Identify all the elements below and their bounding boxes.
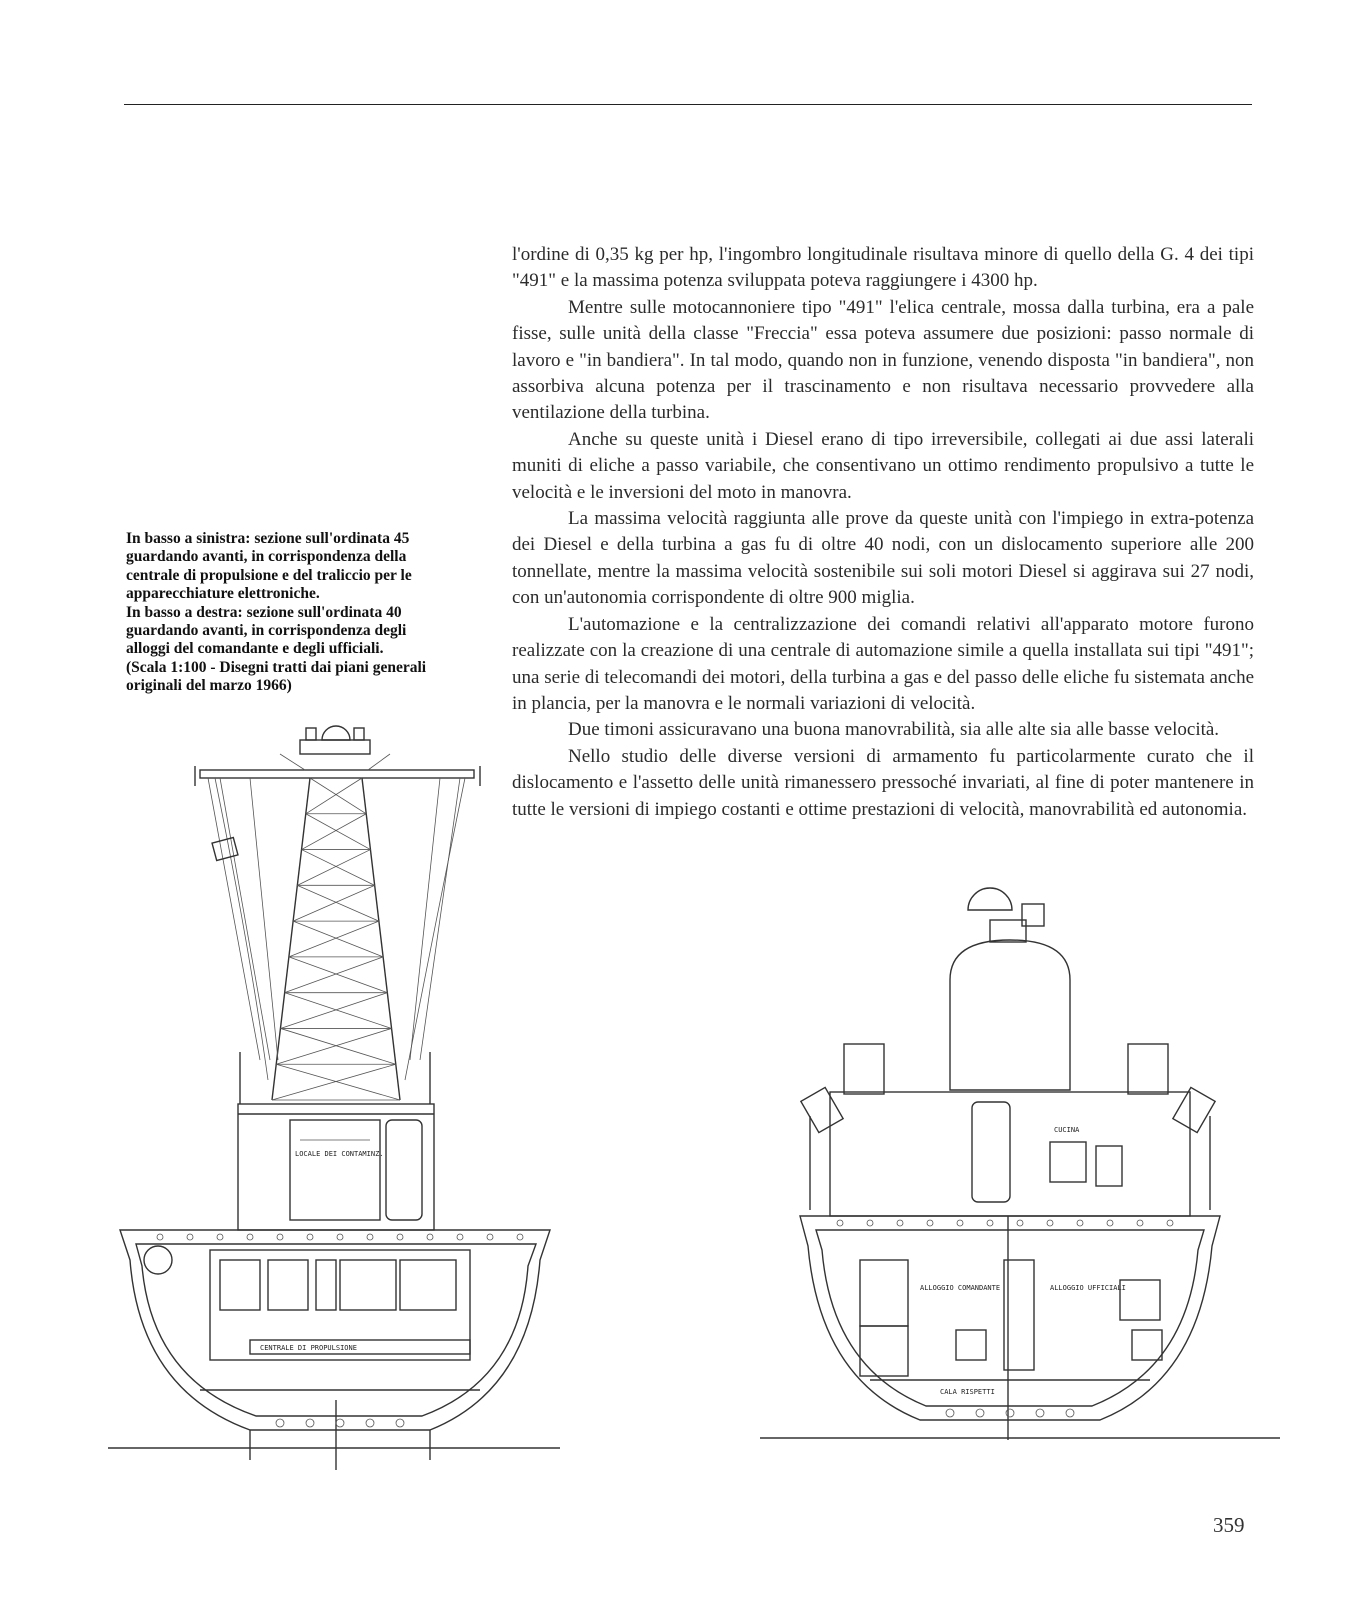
lattice-brace — [289, 957, 387, 993]
lattice-brace — [302, 814, 367, 850]
body-paragraph: Due timoni assicuravano una buona manovrabilità, sia alle alte sia alle basse velocità. — [568, 719, 1220, 741]
lattice-brace — [297, 850, 370, 886]
article-body — [512, 242, 1254, 823]
page-number: 359 — [1213, 1513, 1245, 1537]
lattice-brace — [310, 778, 366, 814]
label-alloggio-comandante: ALLOGGIO COMANDANTE — [920, 1284, 1001, 1292]
lattice-brace — [306, 778, 362, 814]
caption-line: centrale di propulsione e del traliccio per le — [126, 566, 412, 584]
lattice-brace — [285, 957, 383, 993]
body-paragraph: La massima velocità raggiunta alle prove da queste unità con l'impiego in extra-potenza dei Diesel e della turbina a gas fu di oltre 40 nodi, con un dislocamento superiore alle 200 tonnellate, mentre la massima velocità sostenibile sui soli motori Diesel si aggirava sui 27 nodi, con un'autonomia corrispondente di oltre 900 miglia. — [512, 508, 1254, 609]
caption-line: (Scala 1:100 - Disegni tratti dai piani generali — [126, 658, 427, 676]
label-alloggio-ufficiali: ALLOGGIO UFFICIALI — [1050, 1284, 1126, 1292]
lattice-brace — [293, 921, 383, 957]
body-paragraph: L'automazione e la centralizzazione dei comandi relativi all'apparato motore furono realizzate con la creazione di una centrale di automazione simile a quella installata sui tipi "491"; una serie di telecomandi dei motori, della turbina a gas e del passo delle eliche fu sistemata anche in plancia, per la manovra e le normali variazioni di velocità. — [512, 613, 1254, 714]
lattice-brace — [306, 814, 371, 850]
lattice-brace — [276, 1028, 391, 1064]
lattice-brace — [280, 993, 387, 1029]
label-locale: LOCALE DEI CONTAMINZ. — [295, 1150, 384, 1158]
lattice-brace — [280, 1028, 395, 1064]
label-centrale: CENTRALE DI PROPULSIONE — [260, 1344, 357, 1352]
section-drawing-frame-45 — [100, 700, 560, 1500]
body-paragraph: l'ordine di 0,35 kg per hp, l'ingombro longitudinale risultava minore di quello della G. 4 dei tipi "491" e la massima potenza sviluppata poteva raggiungere i 4300 hp. — [512, 244, 1254, 292]
lattice-brace — [285, 993, 392, 1029]
caption-line: apparecchiature elettroniche. — [126, 585, 320, 603]
caption-line: guardando avanti, in corrispondenza della — [126, 548, 407, 566]
lattice-mast — [272, 778, 400, 1100]
caption-line: In basso a sinistra: sezione sull'ordinata 45 — [126, 530, 410, 547]
hull-rivets — [837, 1220, 1173, 1417]
caption-line: alloggi del comandante e degli ufficiali. — [126, 640, 384, 658]
section-drawing-frame-40 — [760, 880, 1280, 1490]
header-rule — [124, 104, 1252, 105]
lattice-brace — [297, 885, 379, 921]
label-cala-rispetti: CALA RISPETTI — [940, 1388, 995, 1396]
caption-line: originali del marzo 1966) — [126, 677, 292, 695]
lattice-brace — [293, 885, 375, 921]
body-paragraph: Nello studio delle diverse versioni di armamento fu particolarmente curato che il dislocamento e l'assetto delle unità rimanessero pressoché invariati, al fine di poter mantenere in tutte le versioni di impiego costanti e ottime prestazioni di velocità, manovrabilità ed autonomia. — [512, 745, 1254, 820]
lattice-brace — [276, 1064, 400, 1100]
lattice-brace — [302, 850, 375, 886]
caption-line: guardando avanti, in corrispondenza degli — [126, 622, 407, 640]
lattice-brace — [289, 921, 379, 957]
label-cucina: CUCINA — [1054, 1126, 1080, 1134]
body-paragraph: Anche su queste unità i Diesel erano di tipo irreversibile, collegati ai due assi laterali muniti di eliche a passo variabile, che consentivano un ottimo rendimento propulsivo a tutte le velocità e le inversioni del moto in manovra. — [512, 428, 1254, 503]
lattice-brace — [272, 1064, 396, 1100]
figure-caption — [126, 530, 486, 696]
caption-line: In basso a destra: sezione sull'ordinata 40 — [126, 603, 402, 621]
body-paragraph: Mentre sulle motocannoniere tipo "491" l'elica centrale, mossa dalla turbina, era a pale fisse, sulle unità della classe "Freccia" essa poteva assumere due posizioni: passo normale di lavoro e "in bandiera". In tal modo, quando non in funzione, venendo disposta "in bandiera", non assorbiva alcuna potenza per il trascinamento e non risultava necessario provvedere alla ventilazione della turbina. — [512, 296, 1254, 424]
